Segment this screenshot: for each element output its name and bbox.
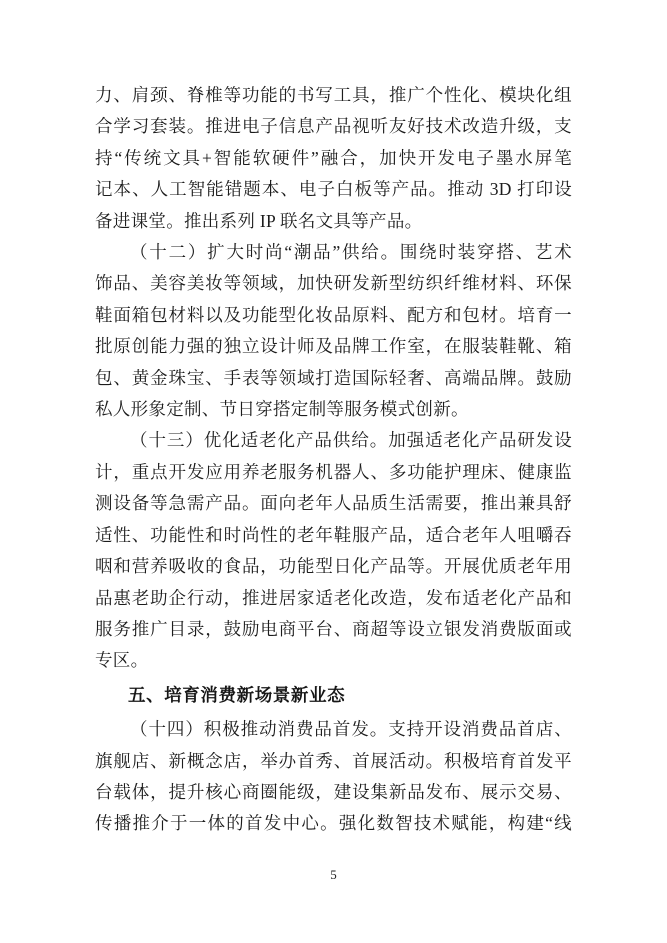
- text-line: 旗舰店、新概念店，举办首秀、首展活动。积极培育首发平: [95, 750, 572, 771]
- section-heading: 五、培育消费新场景新业态: [128, 684, 346, 705]
- text-line: 服务推广目录，鼓励电商平台、商超等设立银发消费版面或: [95, 618, 572, 639]
- paragraph: [95, 714, 572, 840]
- document-body: [95, 80, 572, 840]
- paragraph: [95, 425, 572, 676]
- paragraph: [95, 80, 572, 237]
- paragraph: [95, 237, 572, 425]
- text-line: 记本、人工智能错题本、电子白板等产品。推动 3D 打印设: [95, 179, 572, 200]
- text-line: 力、肩颈、脊椎等功能的书写工具，推广个性化、模块化组: [95, 85, 572, 105]
- text-line: 传播推介于一体的首发中心。强化数智技术赋能，构建“线: [95, 813, 572, 834]
- text-line: 台载体，提升核心商圈能级，建设集新品发布、展示交易、: [95, 781, 572, 802]
- text-line: 备进课堂。推出系列 IP 联名文具等产品。: [95, 210, 423, 231]
- text-line: 专区。: [95, 650, 149, 671]
- text-line: （十四）积极推动消费品首发。支持开设消费品首店、: [130, 719, 572, 740]
- text-line: 咽和营养吸收的食品，功能型日化产品等。开展优质老年用: [95, 556, 572, 577]
- text-line: 测设备等急需产品。面向老年人品质生活需要，推出兼具舒: [95, 493, 572, 514]
- text-line: 包、黄金珠宝、手表等领域打造国际轻奢、高端品牌。鼓励: [95, 367, 572, 388]
- text-line: 品惠老助企行动，推进居家适老化改造，发布适老化产品和: [95, 587, 572, 608]
- text-line: （十二）扩大时尚“潮品”供给。围绕时装穿搭、艺术: [130, 242, 572, 263]
- text-line: 饰品、美容美妆等领域，加快研发新型纺织纤维材料、环保: [95, 273, 572, 294]
- text-line: 适性、功能性和时尚性的老年鞋服产品，适合老年人咀嚼吞: [95, 524, 572, 545]
- text-line: （十三）优化适老化产品供给。加强适老化产品研发设: [130, 430, 572, 451]
- text-line: 私人形象定制、节日穿搭定制等服务模式创新。: [95, 399, 469, 420]
- text-line: 计，重点开发应用养老服务机器人、多功能护理床、健康监: [95, 461, 572, 482]
- text-line: 批原创能力强的独立设计师及品牌工作室，在服装鞋靴、箱: [95, 336, 572, 357]
- page-number: 5: [330, 867, 337, 882]
- text-line: 鞋面箱包材料以及功能型化妆品原料、配方和包材。培育一: [95, 304, 572, 325]
- text-line: 持“传统文具+智能软硬件”融合，加快开发电子墨水屏笔: [95, 147, 572, 168]
- page-footer: [0, 866, 667, 884]
- text-line: 合学习套装。推进电子信息产品视听友好技术改造升级，支: [95, 116, 572, 137]
